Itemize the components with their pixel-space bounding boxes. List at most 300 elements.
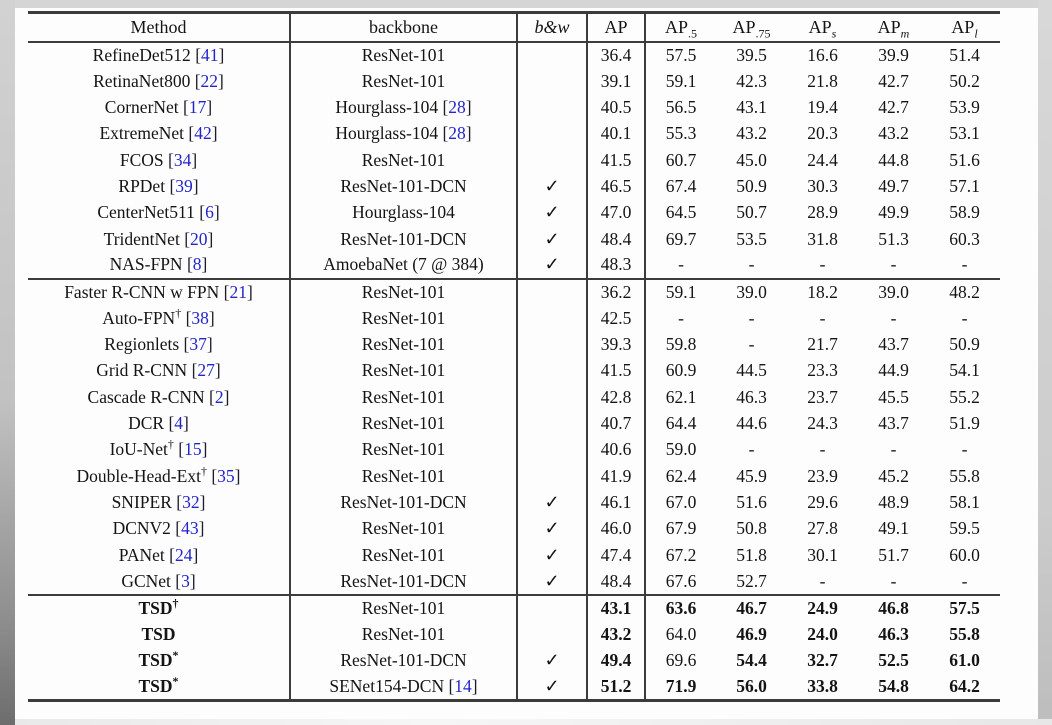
metric-value: 59.8 xyxy=(665,333,697,354)
column-header-backbone xyxy=(290,13,517,42)
cell-aps xyxy=(787,384,858,410)
table-row xyxy=(28,173,1000,199)
cell-aps xyxy=(787,647,858,673)
cell-backbone xyxy=(290,647,517,673)
metric-value: 46.0 xyxy=(600,518,632,539)
cell-backbone xyxy=(290,595,517,621)
checkmark-icon: ✓ xyxy=(544,202,560,223)
cell-ap75 xyxy=(716,279,787,305)
cell-method: CenterNet511 [6] xyxy=(28,200,290,226)
cell-method: IoU-Net† [15] xyxy=(28,437,290,463)
method-name: CenterNet511 xyxy=(97,202,195,223)
metric-value: 21.8 xyxy=(807,70,838,91)
metric-value: 50.9 xyxy=(736,175,767,196)
cell-ap xyxy=(587,279,645,305)
cell-ap75 xyxy=(716,595,787,621)
cell-ap50 xyxy=(645,305,716,331)
cell-ap75 xyxy=(716,331,787,357)
metric-value: 63.6 xyxy=(665,597,697,618)
cell-apl xyxy=(929,621,1000,647)
cell-ap xyxy=(587,384,645,410)
cell-ap75 xyxy=(716,358,787,384)
cell-ap75 xyxy=(716,384,787,410)
method-name: TridentNet xyxy=(103,228,180,249)
metric-value: 36.2 xyxy=(600,281,632,302)
metric-value: 48.4 xyxy=(600,228,632,249)
cell-method: GCNet [3] xyxy=(28,568,290,594)
column-header-apl xyxy=(929,13,1000,42)
cell-apm xyxy=(858,410,929,436)
citation-link[interactable]: 37 xyxy=(189,333,207,354)
cell-ap50 xyxy=(645,595,716,621)
cell-method xyxy=(28,595,290,621)
cell-ap xyxy=(587,173,645,199)
table-row xyxy=(28,331,1000,357)
citation-link[interactable]: 42 xyxy=(194,123,212,144)
cell-apl xyxy=(929,200,1000,226)
metric-value: 31.8 xyxy=(807,228,838,249)
cell-aps xyxy=(787,279,858,305)
citation-link[interactable]: 39 xyxy=(175,175,193,196)
backbone-name: ResNet-101 xyxy=(361,623,446,644)
metric-value: 54.1 xyxy=(949,360,980,381)
cell-backbone xyxy=(290,279,517,305)
metric-value: 55.2 xyxy=(949,386,980,407)
citation-link[interactable]: 15 xyxy=(184,439,202,460)
metric-value: 48.3 xyxy=(600,254,632,275)
metric-value: 43.2 xyxy=(736,123,767,144)
cell-bw xyxy=(517,42,587,68)
backbone-name: ResNet-101 xyxy=(361,465,446,486)
cell-aps xyxy=(787,410,858,436)
cell-ap xyxy=(587,147,645,173)
cell-ap xyxy=(587,305,645,331)
column-header-method xyxy=(28,13,290,42)
cell-apm xyxy=(858,42,929,68)
metric-value: 27.8 xyxy=(807,518,838,539)
cell-ap75 xyxy=(716,489,787,515)
cell-backbone xyxy=(290,200,517,226)
cell-bw xyxy=(517,437,587,463)
checkmark-icon: ✓ xyxy=(544,518,560,539)
cell-aps xyxy=(787,674,858,700)
cell-apm xyxy=(858,516,929,542)
cell-ap xyxy=(587,200,645,226)
citation-link[interactable]: 4 xyxy=(174,412,184,433)
cell-aps xyxy=(787,305,858,331)
column-header-ap50 xyxy=(645,13,716,42)
table-row xyxy=(28,358,1000,384)
backbone-name: ResNet-101 xyxy=(361,70,446,91)
cell-apl xyxy=(929,516,1000,542)
metric-value: 51.6 xyxy=(736,492,767,513)
cell-ap xyxy=(587,358,645,384)
cell-backbone xyxy=(290,384,517,410)
cell-ap xyxy=(587,647,645,673)
method-superscript: † xyxy=(167,437,174,452)
metric-value: 67.6 xyxy=(665,570,697,591)
metric-value: 69.7 xyxy=(665,228,697,249)
citation-link[interactable]: 34 xyxy=(173,149,192,170)
metric-value: 39.1 xyxy=(600,70,632,91)
method-name: NAS-FPN xyxy=(109,254,183,275)
cell-ap xyxy=(587,542,645,568)
metric-value: 40.6 xyxy=(600,439,632,460)
cell-method: DCR [4] xyxy=(28,410,290,436)
metric-value: - xyxy=(748,254,755,275)
backbone-name: Hourglass-104 xyxy=(335,123,439,144)
cell-ap xyxy=(587,226,645,252)
metric-value: 57.5 xyxy=(665,44,697,65)
citation-link[interactable]: 20 xyxy=(190,228,208,249)
method-superscript: † xyxy=(172,596,179,611)
metric-value: 69.6 xyxy=(665,650,697,671)
cell-ap75 xyxy=(716,674,787,700)
cell-bw xyxy=(517,252,587,278)
cell-ap xyxy=(587,410,645,436)
metric-value: 64.5 xyxy=(665,202,697,223)
cell-bw xyxy=(517,463,587,489)
metric-value: 29.6 xyxy=(807,492,838,513)
cell-backbone: Hourglass-104 [28] xyxy=(290,94,517,120)
metric-value: - xyxy=(890,439,897,460)
cell-ap75 xyxy=(716,437,787,463)
metric-value: 48.2 xyxy=(949,281,980,302)
cell-apm xyxy=(858,173,929,199)
metric-value: - xyxy=(748,307,755,328)
method-name: RetinaNet800 xyxy=(93,70,191,91)
metric-value: 39.0 xyxy=(878,281,909,302)
cell-ap75 xyxy=(716,305,787,331)
metric-value: 67.9 xyxy=(665,518,697,539)
column-label: AP xyxy=(808,16,832,37)
checkmark-icon: ✓ xyxy=(544,254,560,275)
cell-apl xyxy=(929,279,1000,305)
results-table xyxy=(28,11,1000,702)
method-superscript: † xyxy=(175,305,182,320)
column-label: AP xyxy=(951,16,975,37)
cell-apl xyxy=(929,489,1000,515)
metric-value: 46.7 xyxy=(736,597,767,618)
cell-apm xyxy=(858,595,929,621)
metric-value: - xyxy=(890,307,897,328)
metric-value: 49.4 xyxy=(600,650,632,671)
metric-value: 53.1 xyxy=(949,123,980,144)
metric-value: 61.0 xyxy=(949,650,980,671)
metric-value: 16.6 xyxy=(807,44,838,65)
column-label-subscript: s xyxy=(831,26,837,41)
cell-ap75 xyxy=(716,147,787,173)
cell-apl xyxy=(929,463,1000,489)
cell-ap xyxy=(587,42,645,68)
method-name: TSD xyxy=(138,675,173,696)
table-row xyxy=(28,463,1000,489)
method-name: Grid R-CNN xyxy=(96,360,188,381)
metric-value: 43.2 xyxy=(600,623,632,644)
metric-value: 44.5 xyxy=(736,360,767,381)
metric-value: 18.2 xyxy=(807,281,838,302)
citation-link[interactable]: 21 xyxy=(229,281,247,302)
metric-value: - xyxy=(961,254,968,275)
metric-value: 59.0 xyxy=(665,439,697,460)
citation-link[interactable]: 38 xyxy=(191,307,209,328)
cell-aps xyxy=(787,489,858,515)
metric-value: - xyxy=(890,570,897,591)
cell-method: Regionlets [37] xyxy=(28,331,290,357)
checkmark-icon: ✓ xyxy=(544,650,560,671)
metric-value: 50.2 xyxy=(949,70,980,91)
checkmark-icon: ✓ xyxy=(544,544,560,565)
citation-link[interactable]: 6 xyxy=(205,202,214,223)
cell-aps xyxy=(787,68,858,94)
cell-apl xyxy=(929,173,1000,199)
backbone-name: ResNet-101 xyxy=(361,544,446,565)
cell-aps xyxy=(787,94,858,120)
metric-value: 60.9 xyxy=(665,360,697,381)
metric-value: 44.8 xyxy=(878,149,909,170)
backbone-name: ResNet-101-DCN xyxy=(340,492,467,513)
cell-method: CornerNet [17] xyxy=(28,94,290,120)
metric-value: 67.2 xyxy=(665,544,697,565)
checkmark-icon: ✓ xyxy=(544,570,560,591)
method-name: Double-Head-Ext xyxy=(76,465,201,486)
cell-apl xyxy=(929,410,1000,436)
cell-ap50 xyxy=(645,94,716,120)
backbone-name: ResNet-101 xyxy=(361,439,446,460)
metric-value: 41.9 xyxy=(600,465,632,486)
metric-value: 51.8 xyxy=(736,544,767,565)
metric-value: 30.3 xyxy=(807,175,838,196)
method-name: Faster R-CNN w FPN xyxy=(64,281,220,302)
backbone-name: ResNet-101-DCN xyxy=(340,175,467,196)
cell-aps xyxy=(787,568,858,594)
metric-value: 46.5 xyxy=(600,175,632,196)
citation-link[interactable]: 14 xyxy=(454,675,472,696)
metric-value: 39.3 xyxy=(600,333,632,354)
cell-bw xyxy=(517,279,587,305)
cell-apm xyxy=(858,94,929,120)
cell-apm xyxy=(858,358,929,384)
metric-value: 43.7 xyxy=(878,412,909,433)
cell-backbone xyxy=(290,621,517,647)
metric-value: 39.9 xyxy=(878,44,909,65)
cell-ap xyxy=(587,463,645,489)
checkmark-icon: ✓ xyxy=(544,492,560,513)
cell-ap xyxy=(587,516,645,542)
metric-value: - xyxy=(819,254,826,275)
cell-apm xyxy=(858,68,929,94)
metric-value: 44.6 xyxy=(736,412,767,433)
cell-ap50 xyxy=(645,226,716,252)
citation-link[interactable]: 17 xyxy=(188,96,207,117)
citation-link[interactable]: 8 xyxy=(192,254,202,275)
cell-ap xyxy=(587,489,645,515)
column-label: Method xyxy=(130,16,187,37)
table-row xyxy=(28,279,1000,305)
cell-backbone xyxy=(290,463,517,489)
metric-value: 42.7 xyxy=(878,70,909,91)
metric-value: 47.4 xyxy=(600,544,632,565)
cell-backbone xyxy=(290,437,517,463)
method-superscript: * xyxy=(172,673,179,688)
citation-link[interactable]: 32 xyxy=(182,492,200,513)
cell-ap50 xyxy=(645,384,716,410)
cell-bw xyxy=(517,121,587,147)
citation-link[interactable]: 28 xyxy=(448,96,466,117)
cell-ap50 xyxy=(645,621,716,647)
cell-apl xyxy=(929,568,1000,594)
metric-value: 60.7 xyxy=(665,149,697,170)
metric-value: 59.5 xyxy=(949,518,980,539)
metric-value: 30.1 xyxy=(807,544,838,565)
metric-value: 42.5 xyxy=(600,307,632,328)
metric-value: 48.9 xyxy=(878,492,909,513)
citation-link[interactable]: 43 xyxy=(181,518,199,539)
metric-value: 51.2 xyxy=(600,675,632,696)
cell-bw xyxy=(517,647,587,673)
metric-value: 43.1 xyxy=(600,597,632,618)
cell-apl xyxy=(929,384,1000,410)
cell-ap75 xyxy=(716,42,787,68)
metric-value: 49.7 xyxy=(878,175,909,196)
metric-value: 39.0 xyxy=(736,281,767,302)
table-row xyxy=(28,68,1000,94)
citation-link[interactable]: 3 xyxy=(181,570,190,591)
metric-value: - xyxy=(961,439,968,460)
metric-value: 49.1 xyxy=(878,518,909,539)
cell-ap xyxy=(587,68,645,94)
cell-method: Grid R-CNN [27] xyxy=(28,358,290,384)
method-name: TSD xyxy=(138,597,173,618)
table-row xyxy=(28,121,1000,147)
cell-bw xyxy=(517,147,587,173)
cell-ap50 xyxy=(645,147,716,173)
metric-value: 45.5 xyxy=(878,386,909,407)
column-label-subscript: m xyxy=(900,26,910,41)
cell-bw xyxy=(517,621,587,647)
metric-value: 56.0 xyxy=(736,675,767,696)
table-row xyxy=(28,595,1000,621)
metric-value: 53.9 xyxy=(949,96,980,117)
citation-link[interactable]: 2 xyxy=(214,386,224,407)
cell-method: RPDet [39] xyxy=(28,173,290,199)
cell-apl xyxy=(929,595,1000,621)
backbone-name: ResNet-101-DCN xyxy=(340,228,467,249)
cell-bw xyxy=(517,542,587,568)
method-superscript: * xyxy=(172,648,179,663)
column-header-bw xyxy=(517,13,587,42)
cell-ap xyxy=(587,94,645,120)
cell-apl xyxy=(929,542,1000,568)
cell-ap xyxy=(587,437,645,463)
cell-method: PANet [24] xyxy=(28,542,290,568)
cell-method: FCOS [34] xyxy=(28,147,290,173)
cell-apl xyxy=(929,42,1000,68)
cell-method: Auto-FPN† [38] xyxy=(28,305,290,331)
metric-value: 64.4 xyxy=(665,412,697,433)
method-name: ExtremeNet xyxy=(99,123,184,144)
metric-value: 57.1 xyxy=(949,175,980,196)
cell-aps xyxy=(787,358,858,384)
backbone-name: ResNet-101 xyxy=(361,281,446,302)
metric-value: 19.4 xyxy=(807,96,838,117)
metric-value: 42.7 xyxy=(878,96,909,117)
metric-value: 52.7 xyxy=(736,570,767,591)
cell-method: Faster R-CNN w FPN [21] xyxy=(28,279,290,305)
cell-bw xyxy=(517,200,587,226)
metric-value: 43.7 xyxy=(878,333,909,354)
citation-link[interactable]: 24 xyxy=(174,544,193,565)
citation-link[interactable]: 28 xyxy=(448,123,466,144)
cell-apl xyxy=(929,147,1000,173)
cell-backbone xyxy=(290,226,517,252)
metric-value: 55.8 xyxy=(949,623,980,644)
citation-link[interactable]: 41 xyxy=(201,44,219,65)
cell-apm xyxy=(858,568,929,594)
table-row xyxy=(28,621,1000,647)
cell-apm xyxy=(858,279,929,305)
cell-aps xyxy=(787,331,858,357)
cell-bw xyxy=(517,173,587,199)
metric-value: 51.3 xyxy=(878,228,909,249)
metric-value: 24.9 xyxy=(807,597,838,618)
backbone-name: SENet154-DCN xyxy=(329,675,445,696)
metric-value: - xyxy=(748,439,755,460)
metric-value: 41.5 xyxy=(600,360,632,381)
cell-backbone xyxy=(290,358,517,384)
backbone-name: ResNet-101 xyxy=(361,360,446,381)
metric-value: 20.3 xyxy=(807,123,838,144)
cell-backbone xyxy=(290,331,517,357)
method-name: RPDet xyxy=(118,175,166,196)
cell-ap75 xyxy=(716,226,787,252)
citation-link[interactable]: 22 xyxy=(200,70,219,91)
column-header-apm xyxy=(858,13,929,42)
cell-bw xyxy=(517,94,587,120)
cell-ap xyxy=(587,674,645,700)
column-label-subscript: l xyxy=(974,26,978,41)
cell-aps xyxy=(787,121,858,147)
column-label: AP xyxy=(664,16,688,37)
cell-backbone xyxy=(290,147,517,173)
metric-value: 23.7 xyxy=(807,386,838,407)
metric-value: 50.8 xyxy=(736,518,767,539)
checkmark-icon: ✓ xyxy=(544,228,560,249)
cell-apl xyxy=(929,437,1000,463)
cell-bw xyxy=(517,68,587,94)
backbone-name: ResNet-101 xyxy=(361,44,446,65)
cell-apm xyxy=(858,331,929,357)
cell-ap50 xyxy=(645,121,716,147)
metric-value: - xyxy=(819,570,826,591)
citation-link[interactable]: 35 xyxy=(217,465,235,486)
cell-ap75 xyxy=(716,252,787,278)
cell-apm xyxy=(858,542,929,568)
cell-ap75 xyxy=(716,68,787,94)
metric-value: 48.4 xyxy=(600,570,632,591)
cell-bw xyxy=(517,226,587,252)
frame-edge-top xyxy=(0,0,1052,8)
citation-link[interactable]: 27 xyxy=(197,360,215,381)
cell-ap75 xyxy=(716,542,787,568)
method-name: Regionlets xyxy=(104,333,180,354)
metric-value: 46.9 xyxy=(736,623,767,644)
metric-value: 50.9 xyxy=(949,333,980,354)
backbone-name: ResNet-101-DCN xyxy=(340,570,467,591)
cell-aps xyxy=(787,200,858,226)
cell-ap50 xyxy=(645,173,716,199)
backbone-name: Hourglass-104 xyxy=(352,202,455,223)
